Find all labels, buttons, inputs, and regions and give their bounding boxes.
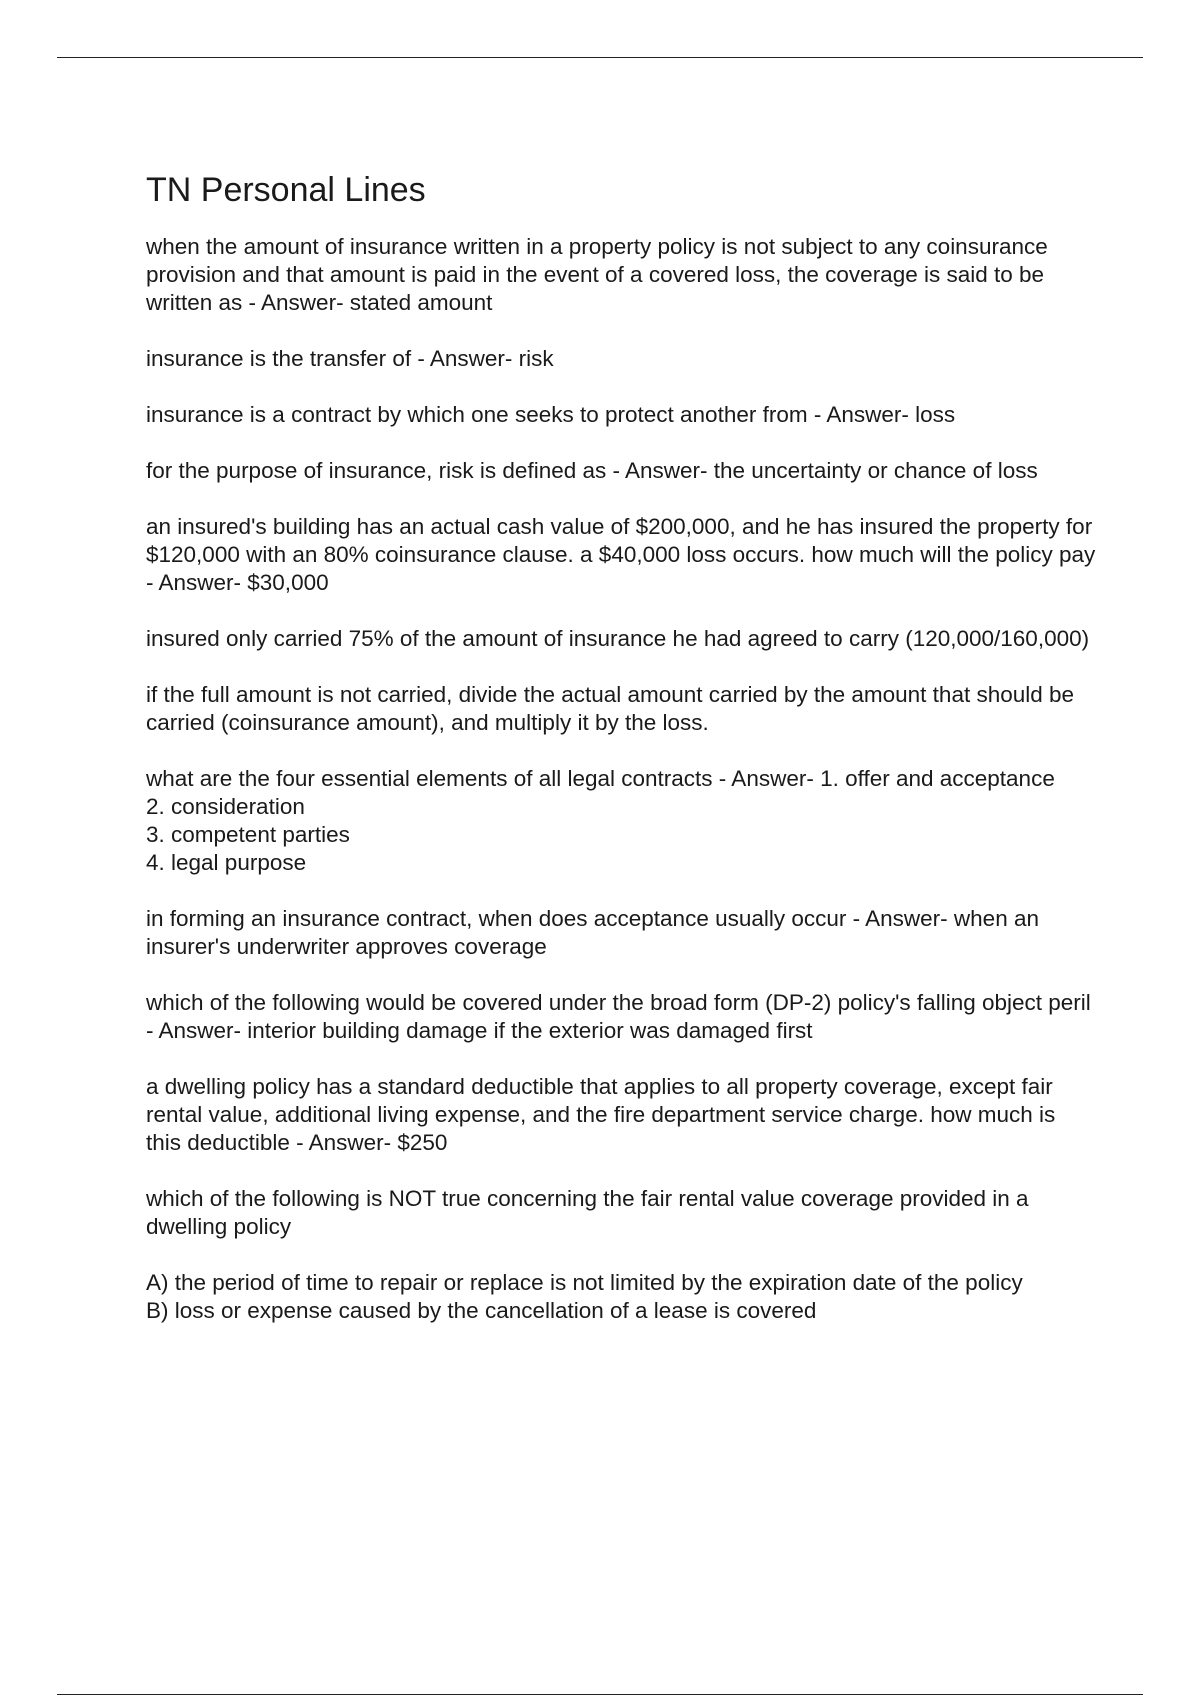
qa-paragraph: when the amount of insurance written in a property policy is not subject to any coinsurance provision and that amount is paid in the event of a covered loss, the coverage is said to be written as - Answer- stated amount (146, 233, 1048, 315)
qa-paragraph: if the full amount is not carried, divide the actual amount carried by the amount that should be carried (coinsurance amount), and multiply it by the loss. (146, 681, 1075, 735)
qa-paragraph: a dwelling policy has a standard deductible that applies to all property coverage, except fair rental value, additional living expense, and the fire department service charge. how much is this deductible - Answer- $250 (146, 1073, 1056, 1155)
qa-paragraph: an insured's building has an actual cash value of $200,000, and he has insured the property for $120,000 with an 80% coinsurance clause. a $40,000 loss occurs. how much will the policy pay - Answer- $30,000 (146, 513, 1096, 595)
qa-paragraph: in forming an insurance contract, when does acceptance usually occur - Answer- when an insurer's underwriter approves coverage (146, 905, 1039, 959)
qa-paragraph: what are the four essential elements of all legal contracts - Answer- 1. offer and acceptance 2. consideration 3. competent parties 4. legal purpose (146, 765, 1055, 875)
document-body (146, 170, 1096, 1353)
qa-paragraph: A) the period of time to repair or replace is not limited by the expiration date of the policy B) loss or expense caused by the cancellation of a lease is covered (146, 1269, 1023, 1323)
qa-paragraph: which of the following is NOT true concerning the fair rental value coverage provided in a dwelling policy (146, 1185, 1029, 1239)
qa-paragraph: insurance is a contract by which one seeks to protect another from - Answer- loss (146, 401, 956, 427)
qa-paragraph: insurance is the transfer of - Answer- risk (146, 345, 554, 371)
bottom-divider (57, 1694, 1143, 1695)
top-divider (57, 57, 1143, 58)
qa-paragraph: for the purpose of insurance, risk is defined as - Answer- the uncertainty or chance of loss (146, 457, 1038, 483)
qa-paragraph: which of the following would be covered under the broad form (DP-2) policy's falling object peril - Answer- interior building damage if the exterior was damaged first (146, 989, 1091, 1043)
qa-paragraph: insured only carried 75% of the amount of insurance he had agreed to carry (120,000/160,000) (146, 625, 1090, 651)
document-title: TN Personal Lines (146, 171, 426, 209)
